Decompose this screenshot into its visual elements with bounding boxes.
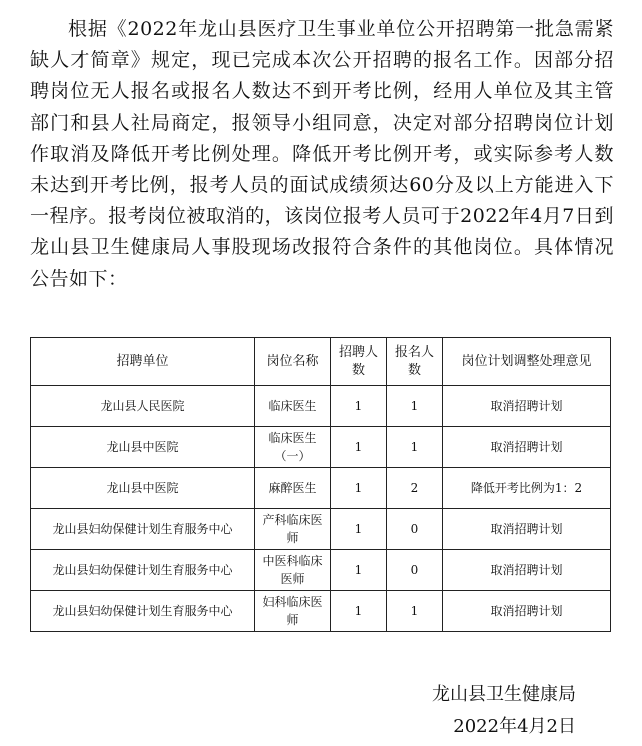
- cell-hire-count: 1: [331, 468, 387, 509]
- cell-apply-count: 1: [387, 427, 443, 468]
- table-row: [31, 468, 611, 509]
- header-opinion: 岗位计划调整处理意见: [443, 338, 611, 386]
- cell-apply-count: 0: [387, 509, 443, 550]
- cell-position: 妇科临床医师: [255, 591, 331, 632]
- header-hire-count: 招聘人数: [331, 338, 387, 386]
- adjustment-table: [30, 337, 611, 632]
- table-row: [31, 509, 611, 550]
- cell-unit: 龙山县中医院: [31, 427, 255, 468]
- cell-hire-count: 1: [331, 386, 387, 427]
- notice-paragraph: 根据《2022年龙山县医疗卫生事业单位公开招聘第一批急需紧缺人才简章》规定，现已完成本次公开招聘的报名工作。因部分招聘岗位无人报名或报名人数达不到开考比例，经用人单位及其主管部门和县人社局商定，报领导小组同意，决定对部分招聘岗位计划作取消及降低开考比例处理。降低开考比例开考，或实际参考人数未达到开考比例，报考人员的面试成绩须达60分及以上方能进入下一程序。报考岗位被取消的，该岗位报考人员可于2022年4月7日到龙山县卫生健康局人事股现场改报符合条件的其他岗位。具体情况公告如下：: [30, 18, 614, 290]
- cell-apply-count: 1: [387, 591, 443, 632]
- cell-position: 临床医生: [255, 386, 331, 427]
- header-unit: 招聘单位: [31, 338, 255, 386]
- table-row: [31, 550, 611, 591]
- cell-apply-count: 2: [387, 468, 443, 509]
- signature-date: 2022年4月2日: [453, 716, 576, 737]
- cell-unit: 龙山县妇幼保健计划生育服务中心: [31, 550, 255, 591]
- cell-opinion: 取消招聘计划: [443, 509, 611, 550]
- cell-apply-count: 1: [387, 386, 443, 427]
- header-position: 岗位名称: [255, 338, 331, 386]
- cell-hire-count: 1: [331, 591, 387, 632]
- cell-position: 临床医生（一）: [255, 427, 331, 468]
- header-apply-count: 报名人数: [387, 338, 443, 386]
- cell-unit: 龙山县妇幼保健计划生育服务中心: [31, 591, 255, 632]
- cell-hire-count: 1: [331, 509, 387, 550]
- cell-position: 麻醉医生: [255, 468, 331, 509]
- table-row: [31, 591, 611, 632]
- cell-opinion: 降低开考比例为1：2: [443, 468, 611, 509]
- cell-unit: 龙山县中医院: [31, 468, 255, 509]
- cell-position: 产科临床医师: [255, 509, 331, 550]
- table-row: [31, 427, 611, 468]
- signature-org: 龙山县卫生健康局: [432, 684, 576, 705]
- cell-position: 中医科临床医师: [255, 550, 331, 591]
- cell-unit: 龙山县人民医院: [31, 386, 255, 427]
- cell-hire-count: 1: [331, 427, 387, 468]
- cell-hire-count: 1: [331, 550, 387, 591]
- cell-opinion: 取消招聘计划: [443, 427, 611, 468]
- cell-opinion: 取消招聘计划: [443, 386, 611, 427]
- cell-unit: 龙山县妇幼保健计划生育服务中心: [31, 509, 255, 550]
- cell-opinion: 取消招聘计划: [443, 591, 611, 632]
- table-row: [31, 386, 611, 427]
- table-header-row: [31, 338, 611, 386]
- cell-opinion: 取消招聘计划: [443, 550, 611, 591]
- cell-apply-count: 0: [387, 550, 443, 591]
